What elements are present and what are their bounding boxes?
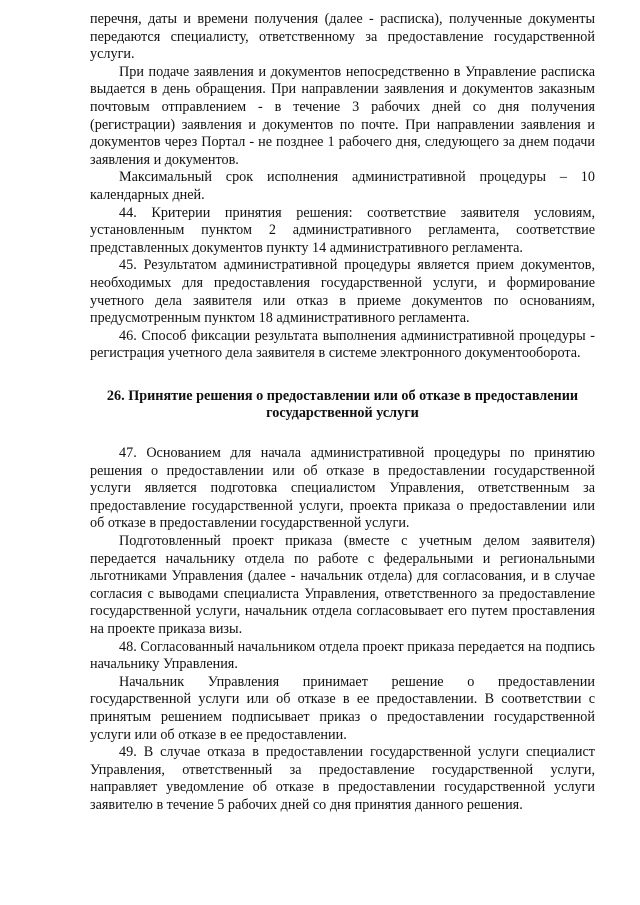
paragraph-44: 44. Критерии принятия решения: соответствие заявителя условиям, установленным пунктом 2 административного регламента, соответствие представленных документов пункту 14 административного регламента. [90,204,595,256]
paragraph-48: 48. Согласованный начальником отдела проект приказа передается на подпись начальнику Управления. [90,638,595,673]
paragraph-46: 46. Способ фиксации результата выполнения административной процедуры - регистрация учетного дела заявителя в системе электронного документооборота. [90,327,595,362]
paragraph-receipt-timing: При подаче заявления и документов непосредственно в Управление расписка выдается в день обращения. При направлении заявления и документов заказным почтовым отправлением - в течение 3 рабочих дней со дня получения (регистрации) заявления и документов по почте. При направлении заявления и документов через Портал - не позднее 1 рабочего дня, следующего за днем подачи заявления и документов. [90,63,595,168]
paragraph-45: 45. Результатом административной процедуры является прием документов, необходимых для предоставления государственной услуги, и формирование учетного дела заявителя или отказ в приеме документов по основаниям, предусмотренным пунктом 18 административного регламента. [90,257,595,327]
paragraph-continuation: перечня, даты и времени получения (далее - расписка), полученные документы передаются специалисту, ответственному за предоставление государственной услуги. [90,11,595,63]
paragraph-49: 49. В случае отказа в предоставлении государственной услуги специалист Управления, ответственный за предоставление государственной услуги, направляет уведомление об отказе в предоставлении государственной услуги заявителю в течение 5 рабочих дней со дня принятия данного решения. [90,744,595,813]
paragraph-max-term: Максимальный срок исполнения административной процедуры – 10 календарных дней. [90,169,595,203]
document-page [90,11,595,815]
section-title: 26. Принятие решения о предоставлении или об отказе в предоставлении государственной услуги [106,387,579,422]
paragraph-head-decision: Начальник Управления принимает решение о предоставлении государственной услуги или об отказе в ее предоставлении. В соответствии с принятым решением подписывает приказ о предоставлении государственной услуги или об отказе в ее предоставлении. [90,673,595,743]
paragraph-draft-order: Подготовленный проект приказа (вместе с учетным делом заявителя) передается начальнику отдела по работе с федеральными и региональными льготниками Управления (далее - начальник отдела) для согласования, и в случае согласия с выводами специалиста Управления, ответственного за предоставление государственной услуги, начальник отдела согласовывает его путем проставления на проекте приказа визы. [90,533,595,637]
paragraph-47: 47. Основанием для начала административной процедуры по принятию решения о предоставлении или об отказе в предоставлении государственной услуги является подготовка специалистом Управления, ответственным за предоставление государственной услуги, проекта приказа о предоставлении или об отказе в предоставлении государственной услуги. [90,445,595,532]
